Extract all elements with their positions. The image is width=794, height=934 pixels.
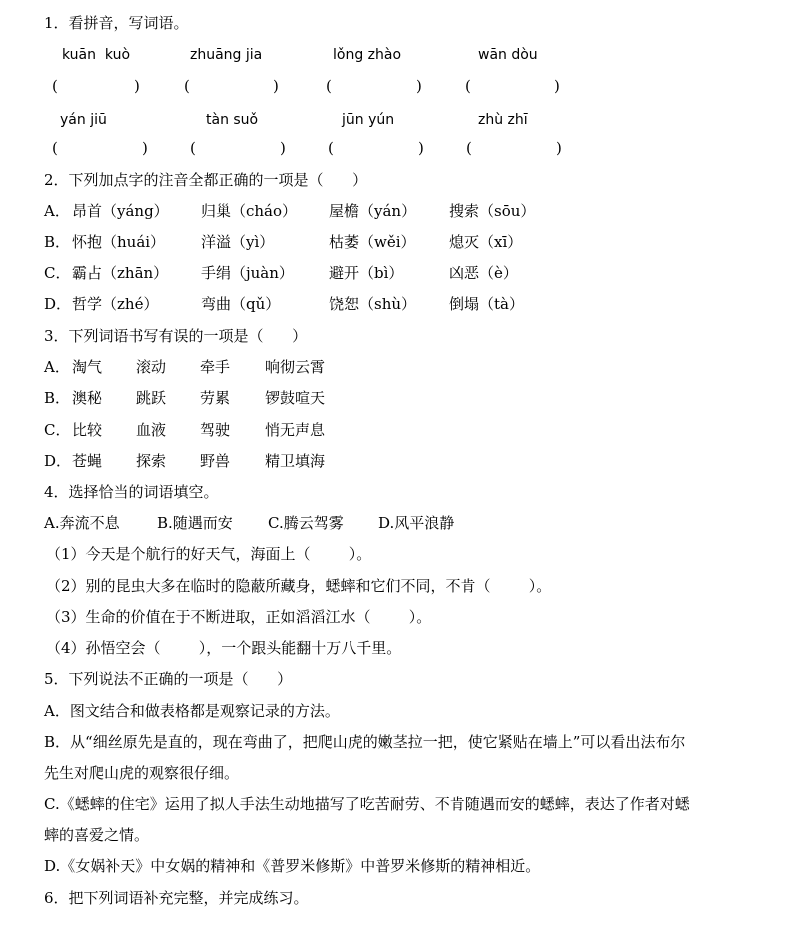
q5-option-c-cont: 蟀的喜爱之情。 <box>44 826 150 844</box>
answer-blank-close[interactable]: ) <box>134 77 140 95</box>
answer-blank-open[interactable]: ( <box>326 77 332 95</box>
q1-pinyin-2: zhuāng jia <box>190 47 263 63</box>
answer-blank-open[interactable]: ( <box>52 139 58 157</box>
answer-blank-close[interactable]: ) <box>142 139 148 157</box>
option-item: 屋檐（yán） <box>329 202 417 220</box>
option-item: 悄无声息 <box>265 421 326 439</box>
answer-blank-open[interactable]: ( <box>184 77 190 95</box>
choice-item[interactable]: C.腾云驾雾 <box>268 514 344 532</box>
answer-blank-close[interactable]: ) <box>556 139 562 157</box>
option-item: 饶恕（shù） <box>329 295 417 313</box>
q3-title: 3．下列词语书写有误的一项是（ ） <box>44 327 308 345</box>
option-item: 驾驶 <box>200 421 231 439</box>
answer-blank-open[interactable]: ( <box>466 139 472 157</box>
option-label: A． <box>44 358 70 376</box>
option-item: 探索 <box>136 452 167 470</box>
option-label: C． <box>44 421 71 439</box>
option-item: 苍蝇 <box>72 452 103 470</box>
option-label: B． <box>44 389 71 407</box>
option-item: 避开（bì） <box>329 264 404 282</box>
option-item: 锣鼓喧天 <box>265 389 326 407</box>
q5-option-c[interactable]: C.《蟋蟀的住宅》运用了拟人手法生动地描写了吃苦耐劳、不肯随遇而安的蟋蟀，表达了作者对蟋 <box>44 795 690 813</box>
q1-pinyin-7: jūn yún <box>342 112 395 128</box>
option-item: 跳跃 <box>136 389 167 407</box>
option-item: 洋溢（yì） <box>201 233 275 251</box>
option-item: 霸占（zhān） <box>72 264 169 282</box>
answer-blank-close[interactable]: ) <box>418 139 424 157</box>
q1-pinyin-8: zhù zhī <box>478 112 528 128</box>
option-label: C． <box>44 264 71 282</box>
choice-item[interactable]: D.风平浪静 <box>378 514 455 532</box>
q1-pinyin-4: wān dòu <box>478 47 538 63</box>
option-item: 熄灭（xī） <box>449 233 523 251</box>
q2-title: 2．下列加点字的注音全都正确的一项是（ ） <box>44 171 368 189</box>
option-label: A． <box>44 202 70 220</box>
q1-pinyin-5: yán jiū <box>60 112 107 128</box>
option-label: D． <box>44 452 72 470</box>
option-item: 哲学（zhé） <box>72 295 159 313</box>
q5-option-b[interactable]: B．从“细丝原先是直的，现在弯曲了，把爬山虎的嫩茎拉一把，使它紧贴在墙上”可以看出法布尔 <box>44 733 686 751</box>
option-item: 淘气 <box>72 358 103 376</box>
option-item: 劳累 <box>200 389 231 407</box>
option-item: 凶恶（è） <box>449 264 518 282</box>
answer-blank-close[interactable]: ) <box>273 77 279 95</box>
option-item: 精卫填海 <box>265 452 326 470</box>
option-item: 怀抱（huái） <box>72 233 166 251</box>
answer-blank-close[interactable]: ) <box>416 77 422 95</box>
q4-blank-4[interactable]: （4）孙悟空会（ ），一个跟头能翻十万八千里。 <box>46 639 402 657</box>
q4-blank-3[interactable]: （3）生命的价值在于不断进取，正如滔滔江水（ ）。 <box>46 608 432 626</box>
option-item: 搜索（sōu） <box>449 202 536 220</box>
answer-blank-open[interactable]: ( <box>190 139 196 157</box>
q4-blank-2[interactable]: （2）别的昆虫大多在临时的隐蔽所藏身，蟋蟀和它们不同，不肯（ ）。 <box>46 577 552 595</box>
q4-title: 4．选择恰当的词语填空。 <box>44 483 219 501</box>
answer-blank-open[interactable]: ( <box>328 139 334 157</box>
option-item: 枯萎（wěi） <box>329 233 416 251</box>
option-label: D． <box>44 295 72 313</box>
q1-title: 1．看拼音，写词语。 <box>44 14 189 32</box>
answer-blank-open[interactable]: ( <box>465 77 471 95</box>
option-item: 比较 <box>72 421 103 439</box>
option-item: 牵手 <box>200 358 231 376</box>
answer-blank-open[interactable]: ( <box>52 77 58 95</box>
option-item: 响彻云霄 <box>265 358 326 376</box>
option-item: 倒塌（tà） <box>449 295 524 313</box>
q5-title: 5．下列说法不正确的一项是（ ） <box>44 670 293 688</box>
option-item: 弯曲（qǔ） <box>201 295 281 313</box>
option-item: 昂首（yáng） <box>72 202 169 220</box>
option-item: 手绢（juàn） <box>201 264 294 282</box>
option-item: 血液 <box>136 421 167 439</box>
q1-pinyin-6: tàn suǒ <box>206 112 259 128</box>
q5-option-b-cont: 先生对爬山虎的观察很仔细。 <box>44 764 240 782</box>
choice-item[interactable]: A.奔流不息 <box>44 514 120 532</box>
option-label: B． <box>44 233 71 251</box>
answer-blank-close[interactable]: ) <box>554 77 560 95</box>
q5-option-d[interactable]: D.《女娲补天》中女娲的精神和《普罗米修斯》中普罗米修斯的精神相近。 <box>44 857 541 875</box>
q1-pinyin-3: lǒng zhào <box>333 47 402 63</box>
option-item: 野兽 <box>200 452 231 470</box>
q1-pinyin-1: kuān kuò <box>62 47 131 63</box>
option-item: 归巢（cháo） <box>201 202 298 220</box>
q6-title: 6．把下列词语补充完整，并完成练习。 <box>44 889 309 907</box>
q5-option-a[interactable]: A．图文结合和做表格都是观察记录的方法。 <box>44 702 340 720</box>
option-item: 滚动 <box>136 358 167 376</box>
q4-blank-1[interactable]: （1）今天是个航行的好天气，海面上（ ）。 <box>46 545 372 563</box>
option-item: 澳秘 <box>72 389 103 407</box>
answer-blank-close[interactable]: ) <box>280 139 286 157</box>
choice-item[interactable]: B.随遇而安 <box>157 514 233 532</box>
